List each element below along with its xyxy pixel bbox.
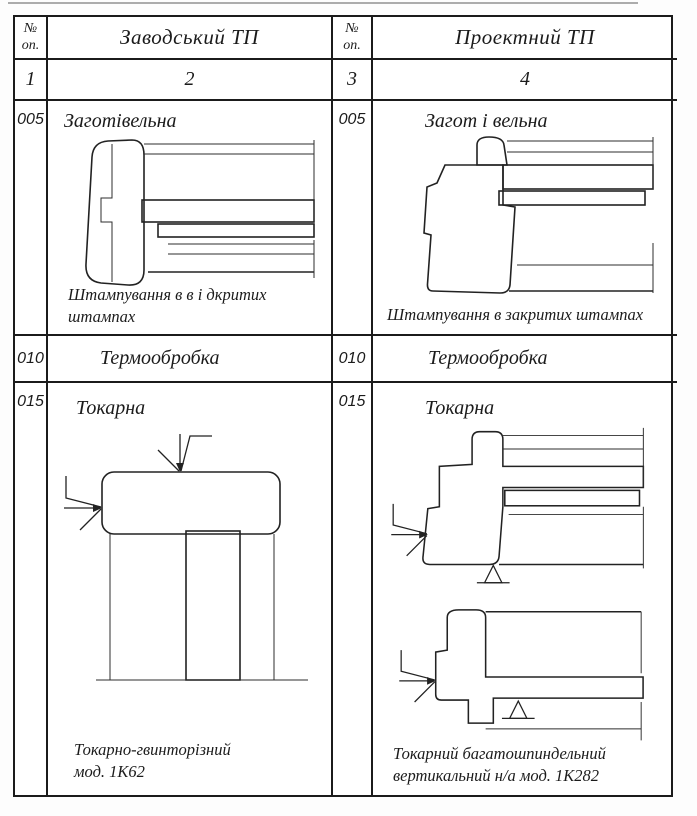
op-no-label-line1: № — [23, 21, 38, 37]
header-factory-process — [48, 17, 333, 60]
factory-op-005-cell — [48, 101, 333, 336]
surface-finish-icon — [399, 650, 435, 702]
column-index-3: 3 — [333, 60, 373, 101]
column-index-4: 4 — [373, 60, 677, 101]
op-number-project-005: 005 — [333, 101, 373, 336]
header-op-no-right — [333, 17, 373, 60]
hatched-web-band — [142, 200, 314, 222]
project-op-010-cell — [373, 336, 677, 383]
hatched-boss — [477, 137, 507, 165]
header-project-process — [373, 17, 677, 60]
process-comparison-table — [13, 15, 673, 797]
surface-finish-icon — [391, 504, 428, 556]
op-caption: Штампування в в і дкритих штампах — [68, 285, 267, 327]
hatched-flange-head — [102, 472, 280, 534]
surface-finish-icon — [158, 434, 212, 472]
factory-op-015-cell — [48, 383, 333, 795]
scan-artifact-line — [8, 2, 638, 4]
op-no-label-line2: оп. — [343, 37, 361, 53]
op-title: Загот і вельна — [425, 110, 548, 132]
hatched-stem — [186, 531, 240, 680]
op-title: Термообробка — [428, 347, 548, 369]
turning-setup-2-sketch — [383, 606, 667, 750]
hatched-section — [436, 610, 643, 723]
op-number-project-015: 015 — [333, 383, 373, 795]
project-process-title: Проектний ТП — [455, 25, 595, 49]
forging-closed-die-sketch — [387, 135, 677, 297]
hatched-section — [423, 432, 643, 565]
hatched-web-band-lower — [499, 191, 645, 205]
op-title: Токарна — [425, 397, 495, 419]
op-number-factory-015: 015 — [15, 383, 48, 795]
turning-part-sketch — [62, 426, 332, 716]
turning-setup-1-sketch — [383, 424, 667, 602]
op-title: Термообробка — [100, 347, 220, 369]
hatched-hub-section — [86, 140, 144, 285]
factory-process-title: Заводський ТП — [120, 25, 259, 49]
op-no-label-line1: № — [345, 21, 359, 37]
column-index-2: 2 — [48, 60, 333, 101]
op-caption: Штампування в закритих штампах — [387, 305, 644, 325]
op-title: Заготівельна — [64, 110, 177, 132]
hatched-web-band — [503, 165, 653, 189]
factory-op-010-cell — [48, 336, 333, 383]
op-number-project-010: 010 — [333, 336, 373, 383]
hatched-hub-section — [424, 165, 515, 293]
support-triangle-icon — [477, 565, 510, 582]
column-index-1: 1 — [15, 60, 48, 101]
machine-caption: Токарно-гвинторізний мод. 1К62 — [74, 740, 231, 782]
header-op-no-left — [15, 17, 48, 60]
machine-caption: Токарний багатошпиндельний вертикальний н/а мод. 1К282 — [393, 744, 606, 786]
surface-finish-icon — [64, 476, 102, 530]
project-op-005-cell — [373, 101, 677, 336]
support-triangle-icon — [502, 701, 535, 718]
hatched-band-lower — [505, 490, 640, 505]
hatched-web-band-lower — [158, 224, 314, 237]
op-title: Токарна — [76, 397, 146, 419]
op-no-label-line2: оп. — [21, 37, 40, 53]
project-op-015-cell — [373, 383, 677, 795]
op-number-factory-010: 010 — [15, 336, 48, 383]
forging-open-die-sketch — [56, 136, 328, 294]
op-number-factory-005: 005 — [15, 101, 48, 336]
